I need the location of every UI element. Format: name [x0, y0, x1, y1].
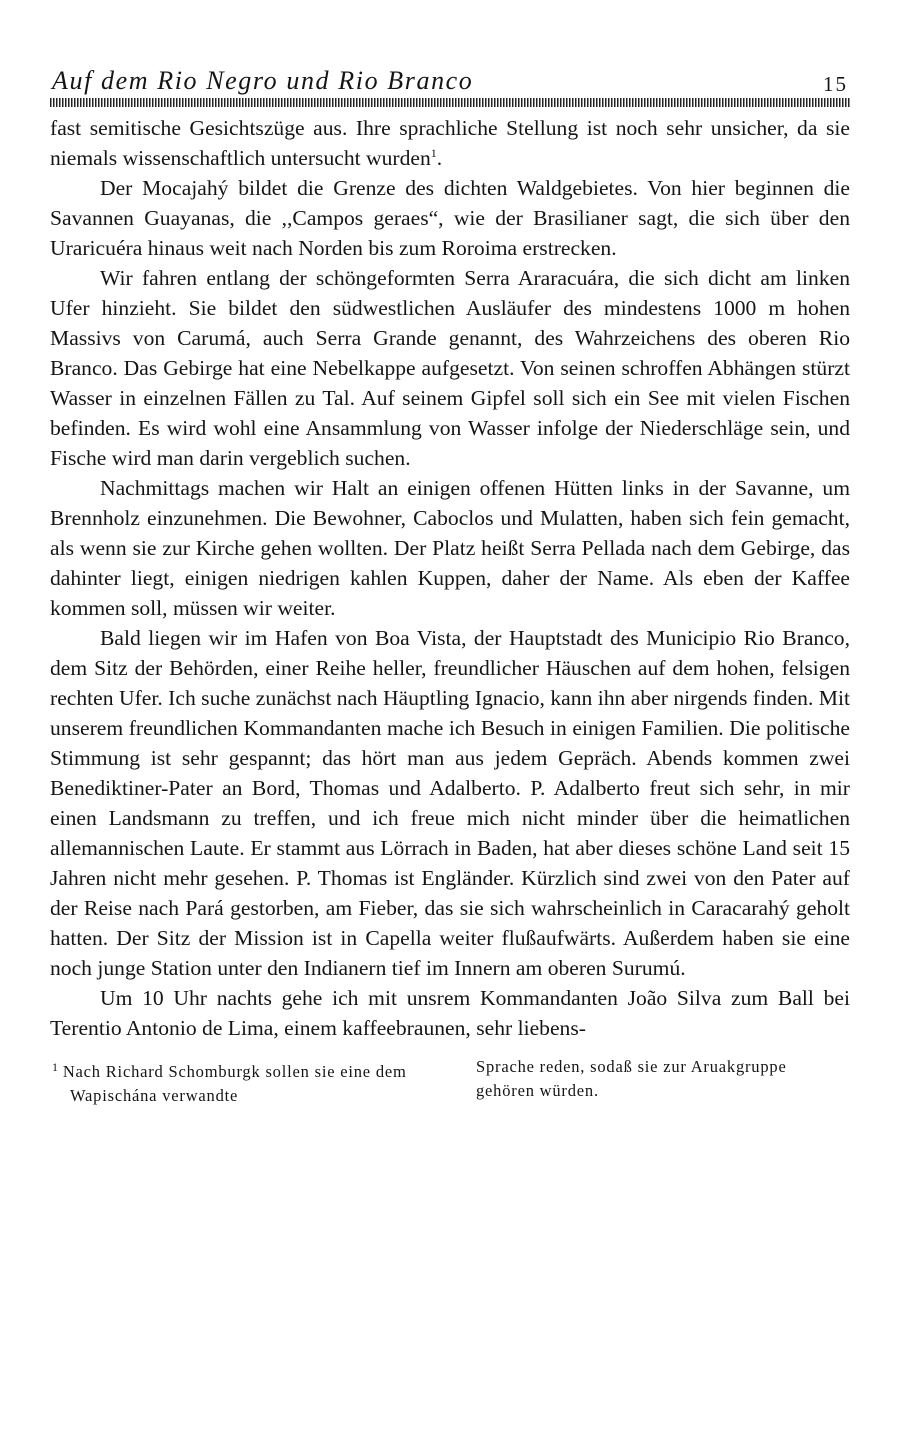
- running-title: Auf dem Rio Negro und Rio Branco: [52, 66, 474, 95]
- paragraph: Der Mocajahý bildet die Grenze des dichten Waldgebietes. Von hier beginnen die Savannen Guayanas, die ,,Campos geraes“, wie der Brasilianer sagt, die sich über den Uraricuéra hinaus weit nach Norden bis zum Roroima erstrecken.: [50, 176, 850, 260]
- footnote-reference: 1: [430, 146, 437, 160]
- paragraph: Wir fahren entlang der schöngeformten Serra Araracuára, die sich dicht am linken Ufer hinzieht. Sie bildet den südwestlichen Ausläufer des mindestens 1000 m hohen Massivs von Carumá, auch Serra Grande genannt, des Wahrzeichens des oberen Rio Branco. Das Gebirge hat eine Nebelkappe aufgesetzt. Von seinen schroffen Abhängen stürzt Wasser in einzelnen Fällen zu Tal. Auf seinem Gipfel soll sich ein See mit vielen Fischen befinden. Es wird wohl eine Ansammlung von Wasser infolge der Niederschläge sein, und Fische wird man darin vergeblich suchen.: [50, 266, 850, 470]
- paragraph: Nachmittags machen wir Halt an einigen offenen Hütten links in der Savanne, um Brennholz einzunehmen. Die Bewohner, Caboclos und Mulatten, haben sich fein gemacht, als wenn sie zur Kirche gehen wollten. Der Platz heißt Serra Pellada nach dem Gebirge, das dahinter liegt, einigen niedrigen kahlen Kuppen, daher der Name. Als eben der Kaffee kommen soll, müssen wir weiter.: [50, 476, 850, 620]
- footnote-marker: 1: [52, 1060, 59, 1074]
- paragraph: [50, 113, 850, 173]
- header-rule: [50, 98, 850, 107]
- paragraph-text: fast semitische Gesichtszüge aus. Ihre sprachliche Stellung ist noch sehr unsicher, da sie niemals wissenschaftlich untersucht wurden: [50, 116, 850, 170]
- footnote-left-column: [50, 1055, 442, 1108]
- paragraph: Um 10 Uhr nachts gehe ich mit unsrem Kommandanten João Silva zum Ball bei Terentio Antonio de Lima, einem kaffeebraunen, sehr liebens-: [50, 986, 850, 1040]
- page-header: [50, 62, 850, 98]
- page-number: 15: [823, 72, 848, 96]
- paragraph: Bald liegen wir im Hafen von Boa Vista, der Hauptstadt des Municipio Rio Branco, dem Sitz der Behörden, einer Reihe heller, freundlicher Häuschen auf dem hohen, felsigen rechten Ufer. Ich suche zunächst nach Häuptling Ignacio, kann ihn aber nirgends finden. Mit unserem freundlichen Kommandanten mache ich Besuch in einigen Familien. Die politische Stimmung ist sehr gespannt; das hört man aus jedem Gepräch. Abends kommen zwei Benediktiner-Pater an Bord, Thomas und Adalberto. P. Adalberto freut sich sehr, in mir einen Landsmann zu treffen, und ich freue mich nicht minder über die heimatlichen allemannischen Laute. Er stammt aus Lörrach in Baden, hat aber dieses schöne Land seit 15 Jahren nicht mehr gesehen. P. Thomas ist Engländer. Kürzlich sind zwei von den Pater auf der Reise nach Pará gestorben, am Fieber, das sie sich wahrscheinlich in Caracarahý geholt hatten. Der Sitz der Mission ist in Capella weiter flußaufwärts. Außerdem haben sie eine noch junge Station unter den Indianern tief im Innern am oberen Surumú.: [50, 626, 850, 980]
- footnote-left-text: Nach Richard Schomburgk sollen sie eine dem Wapischána verwandte: [62, 1062, 407, 1105]
- footnote-right-column: Sprache reden, sodaß sie zur Aruakgruppe gehören würden.: [476, 1057, 787, 1100]
- body-text: [50, 113, 850, 1043]
- paragraph-trailing-punctuation: .: [436, 146, 443, 170]
- footnote-section: [50, 1055, 850, 1108]
- book-page: [50, 62, 850, 1108]
